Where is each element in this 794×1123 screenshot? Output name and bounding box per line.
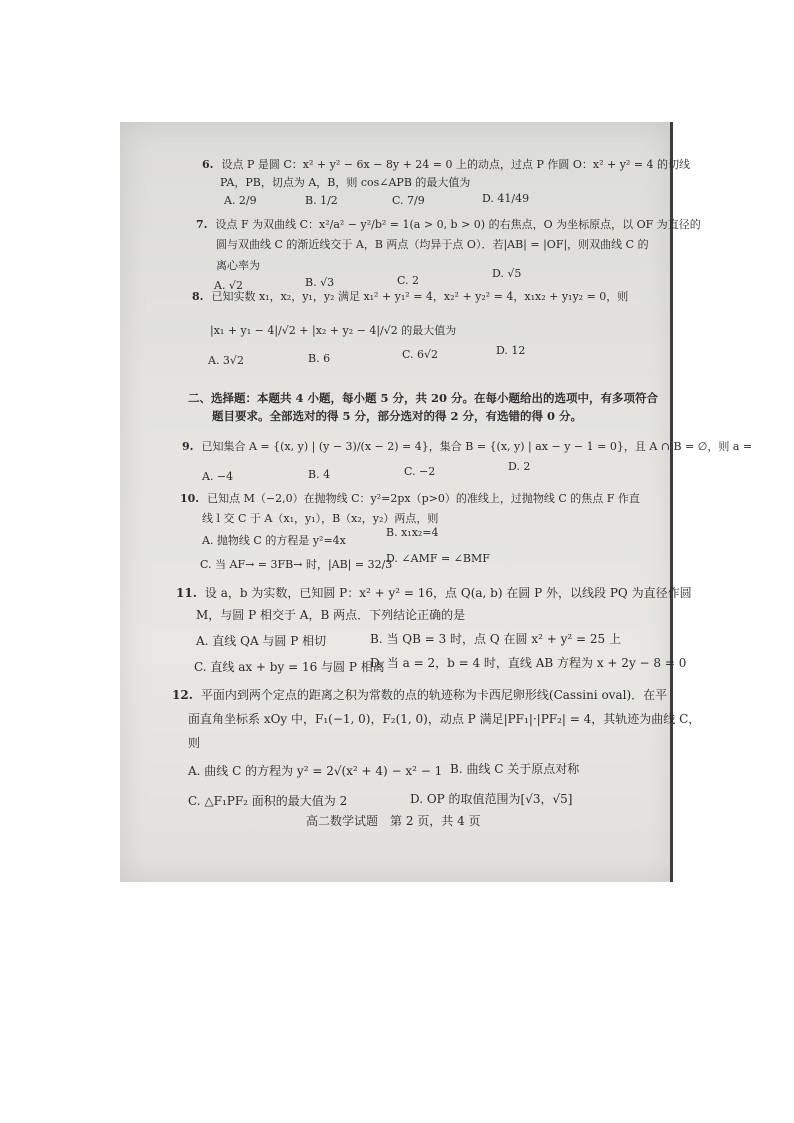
question-7-option-a: A. √2	[214, 279, 243, 292]
question-12-line-3: 则	[188, 736, 201, 750]
question-9-line-1	[182, 440, 752, 453]
question-8-option-c: C. 6√2	[402, 348, 439, 361]
question-10-option-b: B. x₁x₂=4	[386, 526, 439, 539]
question-7-number: 7.	[196, 218, 208, 231]
question-9-number: 9.	[182, 440, 194, 453]
section-2-heading: 二、选择题：本题共 4 小题，每小题 5 分，共 20 分。在每小题给出的选项中，有多项符合	[188, 391, 659, 405]
question-12-text: 平面内到两个定点的距离之积为常数的点的轨迹称为卡西尼卵形线(Cassini oval)．在平	[200, 688, 668, 702]
question-10-line-2: 线 l 交 C 于 A（x₁，y₁），B（x₂，y₂）两点，则	[202, 512, 439, 525]
question-11-option-c: C. 直线 ax + by = 16 与圆 P 相离	[194, 660, 385, 674]
question-10-number: 10.	[180, 492, 200, 505]
question-12-option-c: C. △F₁PF₂ 面积的最大值为 2	[188, 794, 348, 808]
question-10-option-d: D. ∠AMF = ∠BMF	[386, 552, 490, 565]
question-7-line-1	[196, 218, 701, 231]
question-6-option-b: B. 1/2	[305, 194, 338, 207]
photo-edge	[670, 122, 673, 882]
question-8-line-1	[192, 290, 628, 303]
question-12-line-2: 面直角坐标系 xOy 中，F₁(−1, 0)，F₂(1, 0)，动点 P 满足|PF₁|·|PF₂| = 4，其轨迹为曲线 C，	[188, 712, 701, 726]
question-9-option-a: A. −4	[202, 470, 234, 483]
question-8-line-2: |x₁ + y₁ − 4|/√2 + |x₂ + y₂ − 4|/√2 的最大值为	[210, 324, 457, 337]
question-10-option-c: C. 当 AF→ = 3FB→ 时，|AB| = 32/3	[200, 558, 393, 571]
question-8-option-d: D. 12	[496, 344, 526, 357]
question-8-option-a: A. 3√2	[208, 354, 244, 367]
question-7-option-b: B. √3	[305, 276, 335, 289]
question-9-option-b: B. 4	[308, 468, 331, 481]
question-11-text: 设 a，b 为实数，已知圆 P：x² + y² = 16，点 Q(a, b) 在圆 P 外，以线段 PQ 为直径作圆	[204, 586, 692, 600]
question-10-line-1	[180, 492, 640, 505]
question-11-option-d: D. 当 a = 2，b = 4 时，直线 AB 方程为 x + 2y − 8 = 0	[370, 656, 687, 670]
question-6-line-2: PA，PB，切点为 A，B，则 cos∠APB 的最大值为	[220, 176, 471, 189]
exam-page-photo	[120, 122, 753, 882]
question-9-option-d: D. 2	[508, 460, 531, 473]
question-11-option-a: A. 直线 QA 与圆 P 相切	[196, 634, 327, 648]
section-2-instructions: 题目要求。全部选对的得 5 分，部分选对的得 2 分，有选错的得 0 分。	[212, 409, 583, 423]
question-7-option-d: D. √5	[492, 267, 522, 280]
question-12-option-b: B. 曲线 C 关于原点对称	[450, 762, 580, 776]
question-6-line-1	[202, 158, 690, 171]
question-11-option-b: B. 当 QB = 3 时，点 Q 在圆 x² + y² = 25 上	[370, 632, 621, 646]
question-6-option-d: D. 41/49	[482, 192, 530, 205]
question-7-line-2: 圆与双曲线 C 的渐近线交于 A，B 两点（均异于点 O）．若|AB| = |OF|，则双曲线 C 的	[216, 238, 649, 251]
page-footer: 高二数学试题 第 2 页，共 4 页	[306, 814, 481, 828]
question-9-option-c: C. −2	[404, 465, 436, 478]
question-8-number: 8.	[192, 290, 204, 303]
question-9-text: 已知集合 A = {(x, y) | (y − 3)/(x − 2) = 4}，集合 B = {(x, y) | ax − y − 1 = 0}，且 A ∩ B = ∅，则 a =	[201, 440, 753, 453]
question-12-line-1	[172, 688, 667, 702]
question-11-line-1	[176, 586, 692, 600]
question-10-option-a: A. 抛物线 C 的方程是 y²=4x	[202, 534, 346, 547]
question-6-number: 6.	[202, 158, 214, 171]
question-10-text: 已知点 M（−2,0）在抛物线 C：y²=2px（p>0）的准线上，过抛物线 C 的焦点 F 作直	[207, 492, 640, 505]
question-8-text: 已知实数 x₁，x₂，y₁，y₂ 满足 x₁² + y₁² = 4，x₂² + y₂² = 4，x₁x₂ + y₁y₂ = 0，则	[211, 290, 629, 303]
question-8-option-b: B. 6	[308, 352, 331, 365]
question-6-option-c: C. 7/9	[392, 194, 425, 207]
question-7-line-3: 离心率为	[216, 259, 260, 272]
question-11-line-2: M，与圆 P 相交于 A，B 两点．下列结论正确的是	[196, 608, 466, 622]
question-12-option-a: A. 曲线 C 的方程为 y² = 2√(x² + 4) − x² − 1	[188, 764, 443, 778]
question-7-text: 设点 F 为双曲线 C：x²/a² − y²/b² = 1(a > 0, b > 0) 的右焦点，O 为坐标原点，以 OF 为直径的	[215, 218, 701, 231]
question-12-option-d: D. OP 的取值范围为[√3，√5]	[410, 792, 573, 806]
question-12-number: 12.	[172, 688, 193, 702]
question-6-text: 设点 P 是圆 C：x² + y² − 6x − 8y + 24 = 0 上的动点，过点 P 作圆 O：x² + y² = 4 的切线	[221, 158, 691, 171]
question-11-number: 11.	[176, 586, 197, 600]
question-7-option-c: C. 2	[397, 274, 420, 287]
question-6-option-a: A. 2/9	[224, 194, 257, 207]
